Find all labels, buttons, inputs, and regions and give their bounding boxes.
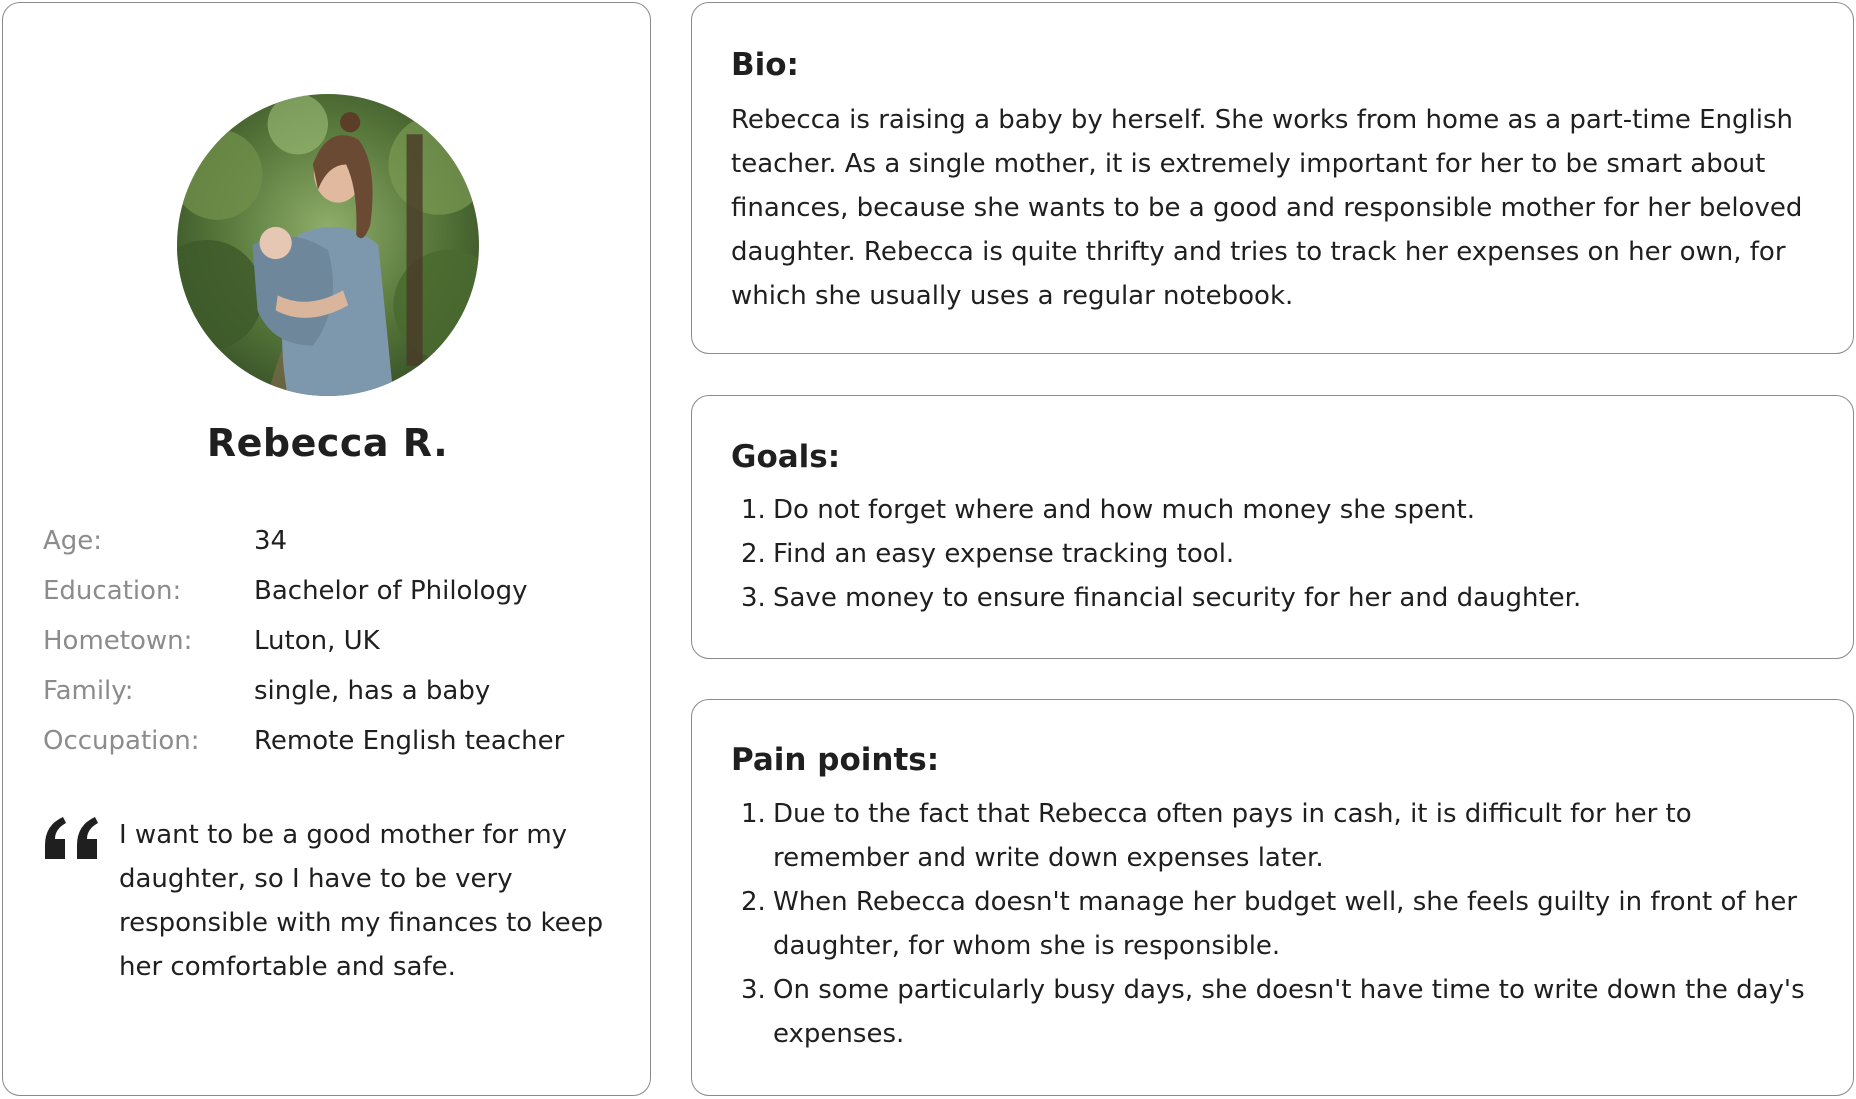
goals-title: Goals: <box>731 439 841 475</box>
list-item <box>692 488 1842 532</box>
profile-card <box>2 2 651 1096</box>
fact-label: Family: <box>43 676 134 706</box>
fact-value: Remote English teacher <box>254 726 565 756</box>
goals-list <box>692 488 1842 620</box>
list-number: 2. <box>741 539 766 569</box>
bio-text: Rebecca is raising a baby by herself. She works from home as a part-time English teacher. As a single mother, it is extremely important for her to be smart about finances, because she wants to be a good and responsible mother for her beloved daughter. Rebecca is quite thrifty and tries to track her expenses on her own, for which she usually uses a regular notebook. <box>731 105 1803 311</box>
list-text: When Rebecca doesn't manage her budget well, she feels guilty in front of her daughter, for whom she is responsible. <box>773 887 1798 961</box>
fact-row-age <box>43 521 633 561</box>
fact-value: single, has a baby <box>254 676 491 706</box>
list-item <box>692 576 1842 620</box>
fact-label: Age: <box>43 526 103 556</box>
avatar <box>177 94 479 396</box>
quote-text: I want to be a good mother for my daughter, so I have to be very responsible with my finances to keep her comfortable and safe. <box>119 820 604 982</box>
list-item <box>692 792 1812 880</box>
goals-card <box>691 395 1854 659</box>
quote-mark-icon <box>41 815 103 861</box>
pain-points-title: Pain points: <box>731 742 940 778</box>
pain-points-card <box>691 699 1854 1096</box>
list-text: On some particularly busy days, she doesn't have time to write down the day's expenses. <box>773 975 1805 1049</box>
list-number: 3. <box>741 583 766 613</box>
list-number: 3. <box>741 975 766 1005</box>
list-item <box>692 968 1812 1056</box>
list-number: 1. <box>741 799 766 829</box>
fact-value: 34 <box>254 526 288 556</box>
pain-points-list <box>692 792 1812 1056</box>
list-text: Find an easy expense tracking tool. <box>773 539 1235 569</box>
fact-row-family <box>43 671 633 711</box>
fact-row-education <box>43 571 633 611</box>
fact-label: Hometown: <box>43 626 193 656</box>
fact-row-occupation <box>43 721 633 761</box>
list-text: Do not forget where and how much money she spent. <box>773 495 1475 525</box>
person-name: Rebecca R. <box>206 421 449 465</box>
profile-photo <box>177 94 479 396</box>
bio-card <box>691 2 1854 354</box>
list-text: Due to the fact that Rebecca often pays in cash, it is difficult for her to remember and write down expenses later. <box>773 799 1692 873</box>
list-item <box>692 880 1812 968</box>
list-number: 1. <box>741 495 766 525</box>
list-item <box>692 532 1842 576</box>
fact-row-hometown <box>43 621 633 661</box>
bio-title: Bio: <box>731 47 799 83</box>
list-number: 2. <box>741 887 766 917</box>
list-text: Save money to ensure financial security for her and daughter. <box>773 583 1582 613</box>
fact-label: Occupation: <box>43 726 200 756</box>
fact-value: Luton, UK <box>254 626 380 656</box>
fact-value: Bachelor of Philology <box>254 576 528 606</box>
fact-label: Education: <box>43 576 182 606</box>
